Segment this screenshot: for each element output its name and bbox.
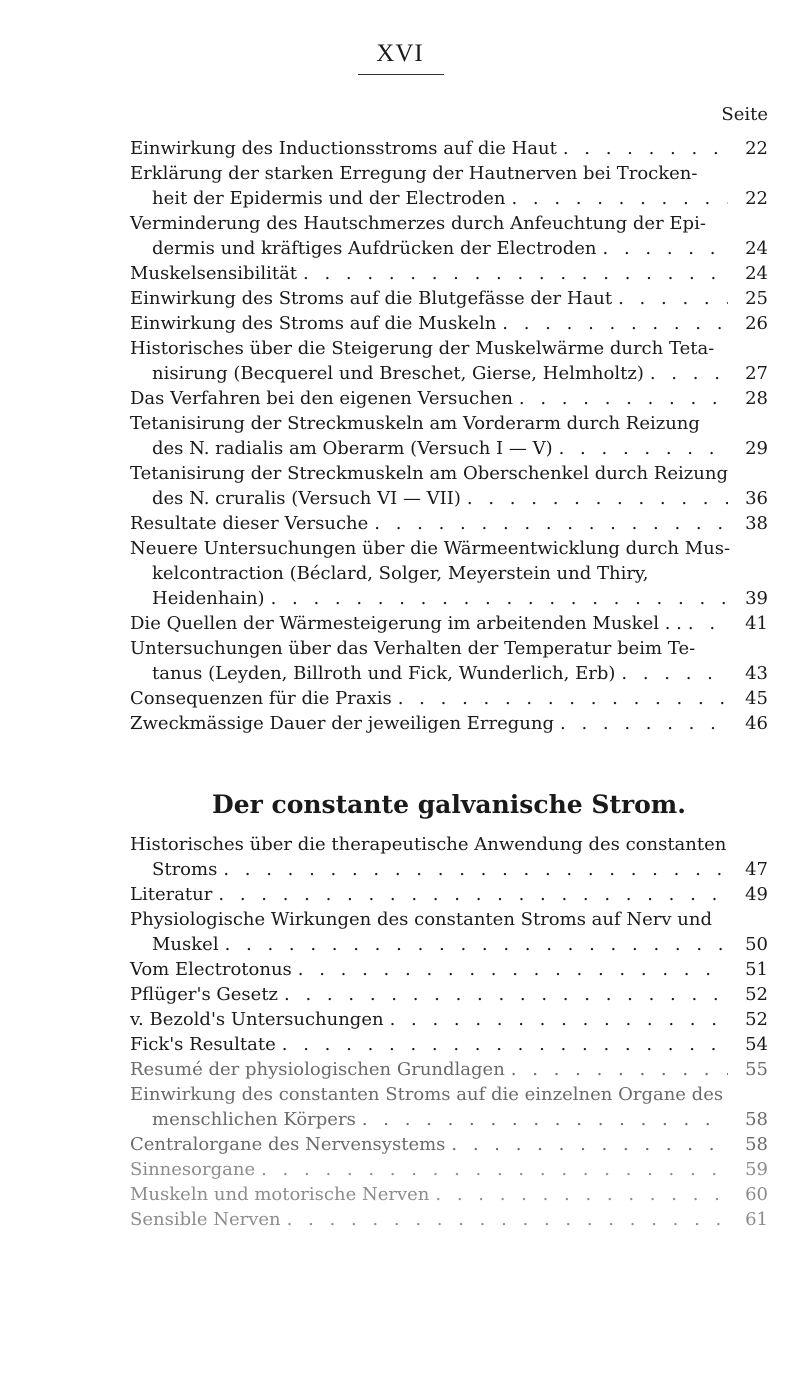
toc-entry-text: Fick's Resultate <box>130 1034 276 1055</box>
toc-page-number: 47 <box>745 859 768 880</box>
toc-page-number: 25 <box>745 288 768 309</box>
toc-entry <box>130 711 768 736</box>
toc-entry-line <box>130 1082 768 1107</box>
toc-entry-text: Einwirkung des Stroms auf die Muskeln <box>130 313 497 334</box>
toc-entry-line <box>130 611 768 636</box>
toc-entry <box>130 1157 768 1182</box>
leader-dots <box>223 857 728 882</box>
leader-dots <box>603 236 728 261</box>
toc-page-number: 52 <box>745 1009 768 1030</box>
toc-entry-text: Sensible Nerven <box>130 1209 281 1230</box>
page-roman-numeral: XVI <box>376 40 424 67</box>
toc-entry <box>130 1207 768 1232</box>
toc-entry-text: Vom Electrotonus <box>130 959 292 980</box>
toc-entry-line <box>130 286 768 311</box>
toc-entry-text: heit der Epidermis und der Electroden <box>152 188 506 209</box>
toc-entry-line <box>130 1132 768 1157</box>
toc-page-number: 43 <box>745 663 768 684</box>
toc-entry-text: menschlichen Körpers <box>152 1109 356 1130</box>
toc-entry-line <box>130 1207 768 1232</box>
toc-entry-text: Historisches über die Steigerung der Muskelwärme durch Teta- <box>130 338 715 359</box>
toc-entry-line <box>130 186 768 211</box>
toc-entry <box>130 161 768 211</box>
toc-entry-line <box>130 1182 768 1207</box>
toc-page-number: 55 <box>745 1059 768 1080</box>
toc-entry-line <box>130 211 768 236</box>
toc-entry <box>130 1182 768 1207</box>
leader-dots <box>688 611 728 636</box>
toc-entry-text: des N. radialis am Oberarm (Versuch I — V) <box>152 438 553 459</box>
toc-page-number: 45 <box>745 688 768 709</box>
toc-entry-line <box>130 461 768 486</box>
toc-entry-line <box>130 386 768 411</box>
toc-entry-line <box>130 982 768 1007</box>
toc-entry <box>130 1007 768 1032</box>
toc-page-number: 60 <box>745 1184 768 1205</box>
toc-entry-line <box>130 586 768 611</box>
toc-entry-text: tanus (Leyden, Billroth und Fick, Wunderlich, Erb) <box>152 663 616 684</box>
toc-page-number: 24 <box>745 238 768 259</box>
toc-page-number: 29 <box>745 438 768 459</box>
toc-entry <box>130 957 768 982</box>
toc-entry-text: Sinnesorgane <box>130 1159 256 1180</box>
toc-entry-line <box>130 361 768 386</box>
toc-entry-line <box>130 436 768 461</box>
toc-page-number: 22 <box>745 138 768 159</box>
toc-entry-line <box>130 1157 768 1182</box>
leader-dots <box>618 286 728 311</box>
toc-entry-line <box>130 932 768 957</box>
toc-entry-text: Centralorgane des Nervensystems <box>130 1134 446 1155</box>
toc-entry-text: des N. cruralis (Versuch VI — VII) <box>152 488 461 509</box>
toc-entry-text: Historisches über die therapeutische Anwendung des constanten <box>130 834 727 855</box>
leader-dots <box>560 711 728 736</box>
toc-entry-line <box>130 511 768 536</box>
toc-entry-line <box>130 1032 768 1057</box>
toc-entry-text: Einwirkung des Stroms auf die Blutgefässe der Haut <box>130 288 613 309</box>
leader-dots <box>511 186 728 211</box>
leader-dots <box>287 1207 728 1232</box>
page-column-label: Seite <box>721 104 768 125</box>
toc-section-constant-current <box>130 832 768 1232</box>
toc-entry-text: Erklärung der starken Erregung der Hautnerven bei Trocken- <box>130 163 698 184</box>
toc-entry-line <box>130 957 768 982</box>
toc-entry-line <box>130 261 768 286</box>
toc-entry-line <box>130 336 768 361</box>
toc-section-induction <box>130 136 768 736</box>
toc-entry-text: Tetanisirung der Streckmuskeln am Vorderarm durch Reizung <box>130 413 700 434</box>
leader-dots <box>621 661 728 686</box>
toc-entry <box>130 411 768 461</box>
toc-entry <box>130 982 768 1007</box>
toc-entry-line <box>130 832 768 857</box>
leader-dots <box>511 1057 728 1082</box>
toc-entry-line <box>130 486 768 511</box>
leader-dots <box>519 386 728 411</box>
toc-entry-text: Einwirkung des constanten Stroms auf die einzelnen Organe des <box>130 1084 724 1105</box>
toc-entry-line <box>130 686 768 711</box>
toc-entry-line <box>130 411 768 436</box>
toc-entry-text: Untersuchungen über das Verhalten der Temperatur beim Te- <box>130 638 696 659</box>
toc-entry-text: Stroms <box>152 859 218 880</box>
toc-entry-line <box>130 536 768 561</box>
toc-entry <box>130 261 768 286</box>
toc-page-number: 54 <box>745 1034 768 1055</box>
leader-dots <box>303 261 728 286</box>
toc-entry <box>130 611 768 636</box>
leader-dots <box>502 311 728 336</box>
leader-dots <box>390 1007 728 1032</box>
toc-page-number: 58 <box>745 1109 768 1130</box>
toc-entry <box>130 311 768 336</box>
toc-page-number: 26 <box>745 313 768 334</box>
toc-entry-text: dermis und kräftiges Aufdrücken der Electroden <box>152 238 597 259</box>
toc-entry-line <box>130 882 768 907</box>
toc-entry-text: v. Bezold's Untersuchungen <box>130 1009 384 1030</box>
toc-entry-text: Resultate dieser Versuche <box>130 513 369 534</box>
toc-entry-line <box>130 311 768 336</box>
leader-dots <box>435 1182 728 1207</box>
toc-page-number: 52 <box>745 984 768 1005</box>
leader-dots <box>298 957 728 982</box>
toc-entry-line <box>130 136 768 161</box>
toc-entry-line <box>130 236 768 261</box>
toc-entry-text: Muskelsensibilität <box>130 263 298 284</box>
toc-entry-text: Tetanisirung der Streckmuskeln am Oberschenkel durch Reizung <box>130 463 728 484</box>
toc-entry <box>130 1032 768 1057</box>
toc-entry-line <box>130 1007 768 1032</box>
toc-entry-line <box>130 907 768 932</box>
toc-page-number: 39 <box>745 588 768 609</box>
leader-dots <box>225 932 728 957</box>
toc-entry-text: Resumé der physiologischen Grundlagen <box>130 1059 505 1080</box>
toc-entry-text: Literatur <box>130 884 213 905</box>
leader-dots <box>218 882 728 907</box>
toc-entry-text: Einwirkung des Inductionsstroms auf die Haut <box>130 138 557 159</box>
toc-page-number: 36 <box>745 488 768 509</box>
toc-page-number: 61 <box>745 1209 768 1230</box>
toc-entry <box>130 536 768 611</box>
toc-page-number: 24 <box>745 263 768 284</box>
leader-dots <box>398 686 728 711</box>
toc-entry-line <box>130 636 768 661</box>
toc-entry-text: Heidenhain) <box>152 588 265 609</box>
toc-entry <box>130 1057 768 1082</box>
toc-entry-line <box>130 711 768 736</box>
toc-entry-text: Pflüger's Gesetz <box>130 984 279 1005</box>
toc-entry-text: Zweckmässige Dauer der jeweiligen Erregung <box>130 713 555 734</box>
toc-page-number: 59 <box>745 1159 768 1180</box>
toc-entry-line <box>130 561 768 586</box>
toc-entry <box>130 686 768 711</box>
toc-page-number: 46 <box>745 713 768 734</box>
leader-dots <box>374 511 728 536</box>
toc-entry-line <box>130 161 768 186</box>
toc-entry-line <box>130 1107 768 1132</box>
toc-entry-text: Die Quellen der Wärmesteigerung im arbeitenden Muskel . . <box>130 613 682 634</box>
toc-entry <box>130 461 768 511</box>
toc-entry-line <box>130 857 768 882</box>
toc-entry <box>130 286 768 311</box>
toc-entry <box>130 511 768 536</box>
toc-page-number: 38 <box>745 513 768 534</box>
toc-page-number: 49 <box>745 884 768 905</box>
toc-entry <box>130 907 768 957</box>
leader-dots <box>650 361 728 386</box>
leader-dots <box>467 486 728 511</box>
toc-entry <box>130 882 768 907</box>
toc-page-number: 51 <box>745 959 768 980</box>
toc-page-number: 22 <box>745 188 768 209</box>
toc-entry <box>130 1132 768 1157</box>
toc-entry-text: nisirung (Becquerel und Breschet, Gierse, Helmholtz) <box>152 363 644 384</box>
leader-dots <box>563 136 728 161</box>
leader-dots <box>362 1107 728 1132</box>
leader-dots <box>284 982 728 1007</box>
toc-entry-text: Consequenzen für die Praxis <box>130 688 392 709</box>
toc-entry <box>130 1082 768 1132</box>
leader-dots <box>559 436 728 461</box>
toc-entry <box>130 832 768 882</box>
toc-page-number: 28 <box>745 388 768 409</box>
leader-dots <box>271 586 728 611</box>
toc-entry-text: kelcontraction (Béclard, Solger, Meyerstein und Thiry, <box>152 563 649 584</box>
toc-entry <box>130 336 768 386</box>
toc-entry-text: Das Verfahren bei den eigenen Versuchen <box>130 388 513 409</box>
leader-dots <box>261 1157 728 1182</box>
leader-dots <box>282 1032 728 1057</box>
toc-page-number: 27 <box>745 363 768 384</box>
toc-page-number: 50 <box>745 934 768 955</box>
toc-page-number: 58 <box>745 1134 768 1155</box>
toc-page-number: 41 <box>745 613 768 634</box>
toc-entry-text: Verminderung des Hautschmerzes durch Anfeuchtung der Epi- <box>130 213 706 234</box>
toc-entry-text: Neuere Untersuchungen über die Wärmeentwicklung durch Mus- <box>130 538 731 559</box>
header-rule <box>358 74 444 75</box>
toc-entry-text: Muskeln und motorische Nerven <box>130 1184 430 1205</box>
section-heading: Der constante galvanische Strom. <box>212 790 686 819</box>
toc-entry-text: Physiologische Wirkungen des constanten Stroms auf Nerv und <box>130 909 712 930</box>
toc-entry <box>130 636 768 686</box>
toc-entry-line <box>130 1057 768 1082</box>
toc-entry-line <box>130 661 768 686</box>
toc-entry <box>130 211 768 261</box>
toc-entry-text: Muskel <box>152 934 219 955</box>
leader-dots <box>451 1132 728 1157</box>
toc-entry <box>130 136 768 161</box>
toc-entry <box>130 386 768 411</box>
